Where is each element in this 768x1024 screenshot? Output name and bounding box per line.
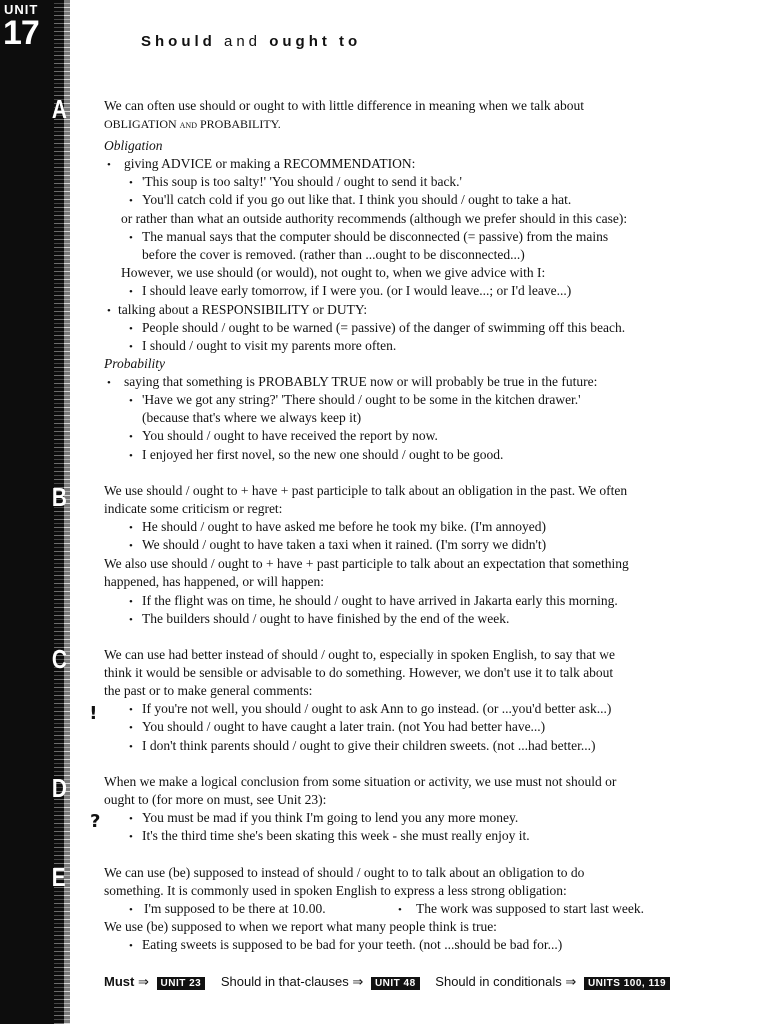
bullet: • <box>129 940 133 952</box>
a-intro-2: OBLIGATION and PROBABILITY. <box>104 117 281 131</box>
b-example-4: The builders should / ought to have finished by the end of the week. <box>142 611 510 626</box>
a-intro-1: We can often use should or ought to with little difference in meaning when we talk about <box>104 98 585 113</box>
a-example-3b: before the cover is removed. (rather than ...ought to be disconnected...) <box>142 247 525 262</box>
a-example-3a: The manual says that the computer should be disconnected (= passive) from the mains <box>142 229 609 244</box>
e-line-3: We use (be) supposed to when we report what many people think is true: <box>104 919 497 934</box>
bullet: • <box>129 395 133 407</box>
a-obligation-heading: Obligation <box>104 138 163 153</box>
bullet: • <box>107 377 111 389</box>
bullet: • <box>129 596 133 608</box>
title-should: Should <box>141 33 216 50</box>
bullet: • <box>129 177 133 189</box>
arrow-icon: ⇒ <box>137 974 149 989</box>
c-line-2: think it would be sensible or advisable to do something. However, we don't use it to talk about <box>104 665 614 680</box>
a-giving-advice: giving ADVICE or making a RECOMMENDATION: <box>124 156 416 171</box>
unit-number: 17 <box>3 14 39 52</box>
exclamation-icon: ǃ <box>90 703 97 724</box>
b-line-1: We use should / ought to + have + past participle to talk about an obligation in the past. We often <box>104 483 628 498</box>
b-line-3: We also use should / ought to + have + past participle to talk about an expectation that something <box>104 556 629 571</box>
xref-should-cond-units[interactable]: UNITS 100, 119 <box>584 977 670 990</box>
a-example-4: I should leave early tomorrow, if I were you. (or I would leave...; or I'd leave...) <box>142 283 572 298</box>
d-example-1: You must be mad if you think I'm going to lend you any more money. <box>142 810 519 825</box>
b-example-3: If the flight was on time, he should / ought to have arrived in Jakarta early this morning. <box>142 593 618 608</box>
c-example-3: I don't think parents should / ought to give their children sweets. (not ...had better...) <box>142 738 596 753</box>
xref-should-that-label: Should in that-clauses <box>220 974 349 989</box>
bullet: • <box>129 431 133 443</box>
c-example-2: You should / ought to have caught a later train. (not You had better have...) <box>142 719 546 734</box>
bullet: • <box>398 904 402 916</box>
a-however: However, we use should (or would), not ought to, when we give advice with I: <box>121 265 546 280</box>
bullet: • <box>129 904 133 916</box>
bullet: • <box>129 813 133 825</box>
bullet: • <box>129 286 133 298</box>
unit-sidebar <box>0 0 67 1024</box>
e-line-1: We can use (be) supposed to instead of should / ought to to talk about an obligation to do <box>104 865 585 880</box>
a-example-7a: 'Have we got any string?' 'There should / ought to be some in the kitchen drawer.' <box>142 392 581 407</box>
a-saying: saying that something is PROBABLY TRUE now or will probably be true in the future: <box>124 374 598 389</box>
xref-must-unit[interactable]: UNIT 23 <box>157 977 206 990</box>
d-line-1: When we make a logical conclusion from some situation or activity, we use must not should or <box>104 774 617 789</box>
a-responsibility: talking about a RESPONSIBILITY or DUTY: <box>118 302 368 317</box>
xref-must-label: Must <box>104 974 135 989</box>
a-example-9: I enjoyed her first novel, so the new one should / ought to be good. <box>142 447 504 462</box>
d-line-2: ought to (for more on must, see Unit 23): <box>104 792 327 807</box>
page-title <box>141 33 361 50</box>
bullet: • <box>129 831 133 843</box>
bullet: • <box>129 232 133 244</box>
bullet: • <box>129 704 133 716</box>
a-example-6: I should / ought to visit my parents more often. <box>142 338 397 353</box>
xref-should-that-unit[interactable]: UNIT 48 <box>371 977 420 990</box>
c-example-1: If you're not well, you should / ought to ask Ann to go instead. (or ...you'd better ask...) <box>142 701 612 716</box>
bullet: • <box>129 341 133 353</box>
bullet: • <box>129 522 133 534</box>
cross-reference-bar <box>104 974 682 990</box>
bullet: • <box>107 305 111 317</box>
e-line-2: something. It is commonly used in spoken English to express a less strong obligation: <box>104 883 567 898</box>
b-example-1: He should / ought to have asked me before he took my bike. (I'm annoyed) <box>142 519 546 534</box>
section-letter-b: B <box>51 482 67 512</box>
e-example-3: Eating sweets is supposed to be bad for your teeth. (not ...should be bad for...) <box>142 937 563 952</box>
unit-label: UNIT <box>4 2 39 17</box>
a-example-2: You'll catch cold if you go out like that. I think you should / ought to take a hat. <box>142 192 572 207</box>
a-probability-heading: Probability <box>104 356 165 371</box>
a-example-1: 'This soup is too salty!' 'You should / ought to send it back.' <box>142 174 462 189</box>
bullet: • <box>129 722 133 734</box>
bullet: • <box>129 540 133 552</box>
b-line-4: happened, has happened, or will happen: <box>104 574 325 589</box>
b-example-2: We should / ought to have taken a taxi when it rained. (I'm sorry we didn't) <box>142 537 547 552</box>
bullet: • <box>129 741 133 753</box>
bullet: • <box>129 195 133 207</box>
bullet: • <box>129 614 133 626</box>
b-line-2: indicate some criticism or regret: <box>104 501 283 516</box>
d-example-2: It's the third time she's been skating this week - she must really enjoy it. <box>142 828 530 843</box>
section-letter-e: E <box>51 862 66 892</box>
title-ought-to: ought to <box>269 33 362 50</box>
e-example-1: I'm supposed to be there at 10.00. <box>144 901 326 916</box>
xref-should-cond-label: Should in conditionals <box>435 974 562 989</box>
a-example-7b: (because that's where we always keep it) <box>142 410 362 425</box>
arrow-icon: ⇒ <box>352 974 364 989</box>
c-line-1: We can use had better instead of should / ought to, especially in spoken English, to say that we <box>104 647 616 662</box>
e-example-2: The work was supposed to start last week. <box>416 901 644 916</box>
bullet: • <box>129 450 133 462</box>
title-and: and <box>224 33 262 50</box>
question-icon: ? <box>90 811 101 832</box>
section-letter-d: D <box>51 773 67 803</box>
c-line-3: the past or to make general comments: <box>104 683 313 698</box>
arrow-icon: ⇒ <box>565 974 577 989</box>
a-authority: or rather than what an outside authority recommends (although we prefer should in this case): <box>121 211 628 226</box>
a-example-5: People should / ought to be warned (= passive) of the danger of swimming off this beach. <box>142 320 626 335</box>
bullet: • <box>129 323 133 335</box>
section-letter-a: A <box>51 94 67 124</box>
a-example-8: You should / ought to have received the report by now. <box>142 428 438 443</box>
section-letter-c: C <box>51 644 67 674</box>
bullet: • <box>107 159 111 171</box>
